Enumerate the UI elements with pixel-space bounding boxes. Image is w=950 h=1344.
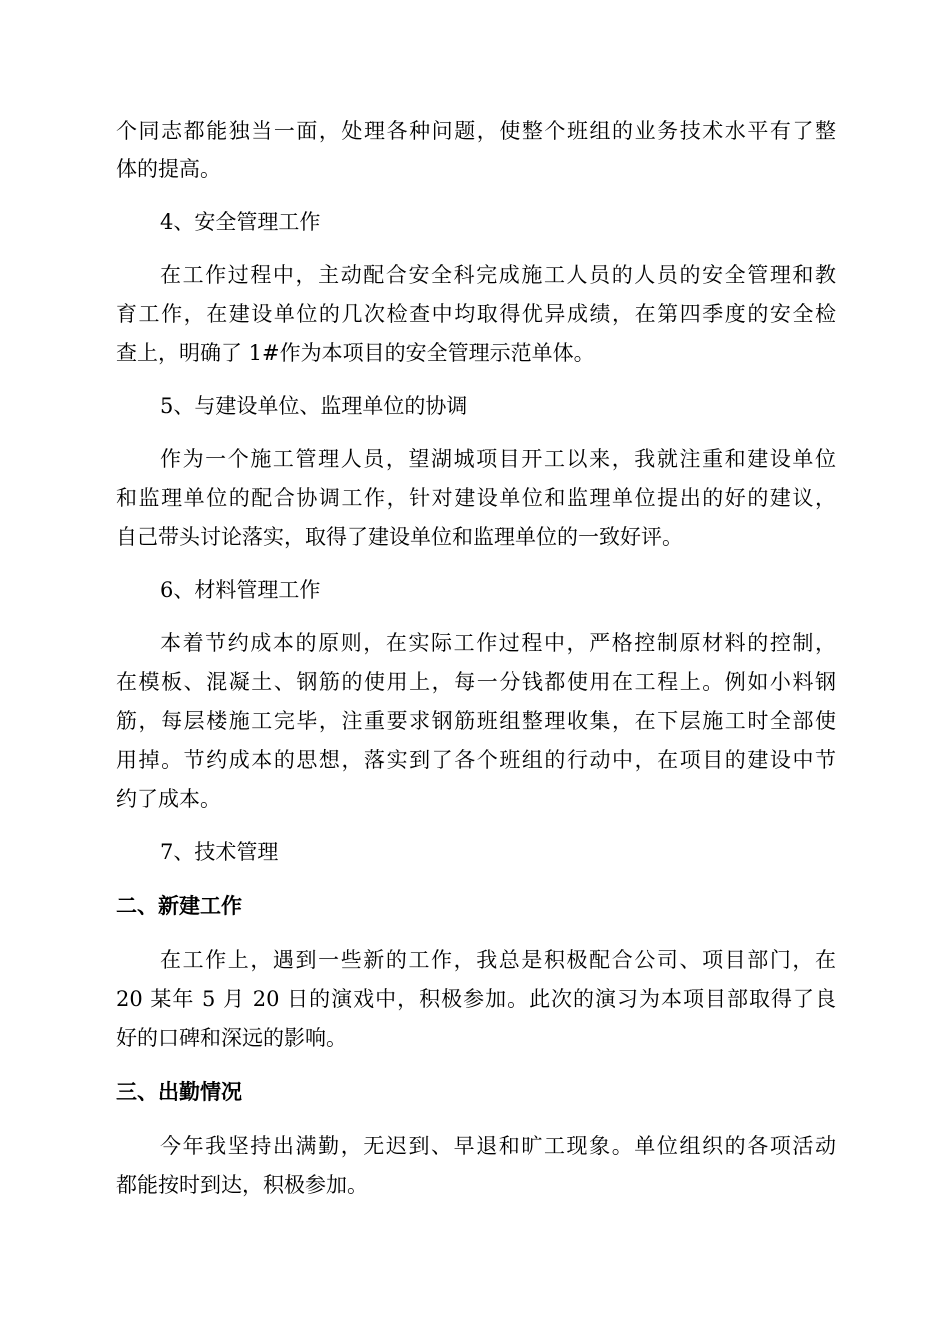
section-2-title: 二、新建工作 [116, 894, 242, 918]
paragraph-line: 个同志都能独当一面，处理各种问题，使整个班组的业务技术水平有了整 [116, 119, 836, 143]
paragraph-line: 查上，明确了 1#作为本项目的安全管理示范单体。 [116, 341, 595, 365]
paragraph-line: 和监理单位的配合协调工作，针对建设单位和监理单位提出的好的建议， [116, 486, 836, 510]
paragraph-line: 育工作，在建设单位的几次检查中均取得优异成绩，在第四季度的安全检 [116, 302, 836, 326]
paragraph-line: 20 某年 5 月 20 日的演戏中，积极参加。此次的演习为本项目部取得了良 [116, 987, 836, 1011]
paragraph-line: 在工作上，遇到一些新的工作，我总是积极配合公司、项目部门，在 [160, 948, 836, 972]
paragraph-line: 体的提高。 [116, 157, 221, 181]
paragraph-line: 好的口碑和深远的影响。 [116, 1026, 347, 1050]
paragraph-line: 今年我坚持出满勤，无迟到、早退和旷工现象。单位组织的各项活动 [160, 1134, 836, 1158]
paragraph-line: 在模板、混凝土、钢筋的使用上，每一分钱都使用在工程上。例如小料钢 [116, 670, 836, 694]
section-3-title: 三、出勤情况 [116, 1080, 242, 1104]
item-6-heading: 6、材料管理工作 [160, 578, 321, 602]
paragraph-line: 筋，每层楼施工完毕，注重要求钢筋班组整理收集，在下层施工时全部使 [116, 709, 836, 733]
paragraph-line: 约了成本。 [116, 787, 221, 811]
paragraph-line: 作为一个施工管理人员，望湖城项目开工以来，我就注重和建设单位 [160, 447, 836, 471]
paragraph-line: 都能按时到达，积极参加。 [116, 1173, 368, 1197]
paragraph-line: 本着节约成本的原则，在实际工作过程中，严格控制原材料的控制， [160, 631, 836, 655]
item-7-heading: 7、技术管理 [160, 840, 279, 864]
paragraph-line: 用掉。节约成本的思想，落实到了各个班组的行动中，在项目的建设中节 [116, 748, 836, 772]
item-5-heading: 5、与建设单位、监理单位的协调 [160, 394, 468, 418]
paragraph-line: 自己带头讨论落实，取得了建设单位和监理单位的一致好评。 [116, 525, 683, 549]
paragraph-line: 在工作过程中，主动配合安全科完成施工人员的人员的安全管理和教 [160, 263, 836, 287]
item-4-heading: 4、安全管理工作 [160, 210, 321, 234]
